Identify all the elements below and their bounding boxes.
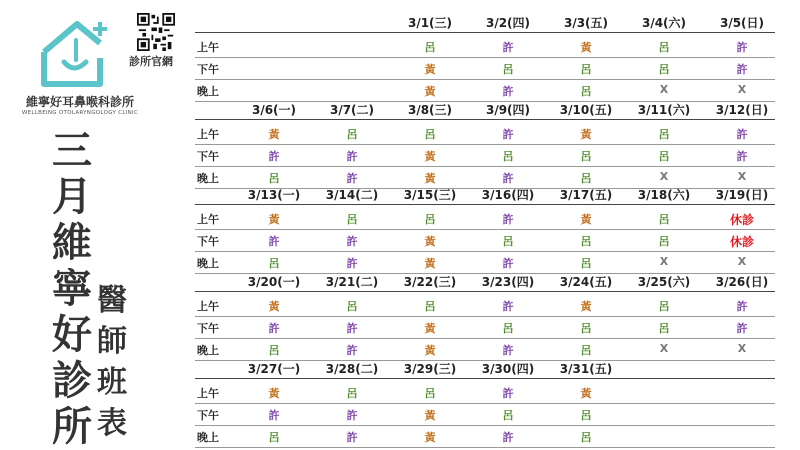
doctor-cell: X: [659, 83, 669, 96]
doctor-cell: 黃: [580, 41, 592, 54]
doctor-cell: 呂: [658, 235, 670, 248]
title-char: 三: [52, 128, 92, 174]
doctor-cell: 許: [268, 409, 280, 422]
schedule-row: [195, 35, 775, 58]
date-header: 3/11(六): [637, 103, 691, 117]
doctor-cell: 許: [346, 150, 358, 163]
doctor-cell: 呂: [502, 63, 514, 76]
slot-label: 下午: [197, 235, 219, 248]
doctor-cell: 黃: [424, 150, 436, 163]
doctor-cell: 呂: [502, 150, 514, 163]
doctor-cell: 呂: [424, 213, 436, 226]
doctor-cell: X: [659, 255, 669, 268]
schedule-row: [195, 403, 775, 426]
doctor-cell: 呂: [658, 63, 670, 76]
doctor-cell: X: [737, 255, 747, 268]
doctor-cell: 呂: [346, 128, 358, 141]
schedule-row: [195, 122, 775, 145]
date-header: 3/18(六): [637, 188, 691, 202]
doctor-cell: 呂: [424, 41, 436, 54]
date-header-row: [195, 358, 775, 379]
doctor-cell: 呂: [658, 300, 670, 313]
slot-label: 下午: [197, 409, 219, 422]
clinic-name: 維寧好耳鼻喉科診所: [25, 95, 134, 109]
date-header: 3/2(四): [485, 16, 531, 30]
doctor-cell: 許: [268, 150, 280, 163]
date-header: 3/17(五): [559, 188, 613, 202]
date-header: 3/9(四): [485, 103, 531, 117]
date-header-row: [195, 271, 775, 292]
doctor-cell: 呂: [268, 431, 280, 444]
schedule-row: [195, 207, 775, 230]
doctor-cell: 黃: [268, 213, 280, 226]
doctor-cell: 黃: [580, 387, 592, 400]
date-header: 3/22(三): [403, 275, 457, 289]
date-header: 3/27(一): [247, 362, 301, 376]
schedule-row: [195, 316, 775, 339]
date-header: 3/16(四): [481, 188, 535, 202]
doctor-cell: 許: [346, 409, 358, 422]
schedule-row: [195, 57, 775, 80]
qr-code-icon[interactable]: [137, 13, 175, 51]
doctor-cell: 許: [346, 257, 358, 270]
slot-label: 下午: [197, 150, 219, 163]
doctor-cell: 黃: [580, 300, 592, 313]
doctor-cell: 呂: [580, 63, 592, 76]
date-header: 3/24(五): [559, 275, 613, 289]
doctor-cell: 許: [268, 235, 280, 248]
schedule-row: [195, 229, 775, 252]
date-header: 3/8(三): [407, 103, 453, 117]
date-header: 3/31(五): [559, 362, 613, 376]
date-header: 3/3(五): [563, 16, 609, 30]
slot-label: 下午: [197, 322, 219, 335]
doctor-cell: 許: [346, 235, 358, 248]
doctor-cell: 呂: [580, 409, 592, 422]
doctor-cell: 呂: [658, 41, 670, 54]
doctor-cell: 呂: [658, 128, 670, 141]
doctor-cell: 黃: [424, 85, 436, 98]
clinic-logo-icon: [38, 18, 116, 88]
clinic-name-en: WELLBEING OTOLARYNGOLOGY CLINIC: [21, 110, 139, 116]
qr-caption: 診所官網: [129, 55, 173, 68]
doctor-cell: 呂: [268, 257, 280, 270]
doctor-cell: 黃: [424, 172, 436, 185]
date-header: 3/25(六): [637, 275, 691, 289]
doctor-cell: 呂: [268, 344, 280, 357]
doctor-cell: 許: [268, 322, 280, 335]
date-header: 3/4(六): [641, 16, 687, 30]
doctor-cell: X: [737, 83, 747, 96]
doctor-cell: 許: [736, 150, 748, 163]
title-char: 月: [52, 174, 92, 220]
doctor-cell: 黃: [424, 235, 436, 248]
doctor-cell: 許: [502, 213, 514, 226]
doctor-cell: 許: [502, 431, 514, 444]
doctor-cell: 黃: [580, 213, 592, 226]
doctor-cell: 呂: [580, 257, 592, 270]
doctor-cell: 休診: [729, 213, 754, 227]
date-header: 3/29(三): [403, 362, 457, 376]
title-char: 好: [52, 312, 92, 358]
doctor-cell: 許: [502, 300, 514, 313]
doctor-cell: 呂: [346, 387, 358, 400]
slot-label: 晚上: [197, 257, 219, 270]
doctor-cell: X: [659, 342, 669, 355]
date-header: 3/23(四): [481, 275, 535, 289]
doctor-cell: 呂: [658, 150, 670, 163]
doctor-cell: 許: [346, 431, 358, 444]
slot-label: 下午: [197, 63, 219, 76]
doctor-cell: 呂: [580, 172, 592, 185]
date-header: 3/12(日): [715, 103, 769, 117]
doctor-cell: 呂: [424, 387, 436, 400]
doctor-cell: 黃: [424, 344, 436, 357]
doctor-cell: 呂: [346, 300, 358, 313]
date-header: 3/6(一): [251, 103, 297, 117]
doctor-cell: 許: [736, 41, 748, 54]
doctor-cell: 黃: [424, 63, 436, 76]
slot-label: 晚上: [197, 344, 219, 357]
doctor-cell: 黃: [424, 257, 436, 270]
date-header-row: [195, 184, 775, 205]
date-header: 3/14(二): [325, 188, 379, 202]
schedule-row: [195, 381, 775, 404]
doctor-cell: 呂: [580, 150, 592, 163]
doctor-cell: 呂: [268, 172, 280, 185]
slot-label: 上午: [197, 300, 219, 313]
doctor-cell: 呂: [502, 322, 514, 335]
doctor-cell: 呂: [502, 409, 514, 422]
doctor-cell: 許: [502, 257, 514, 270]
doctor-cell: 呂: [580, 431, 592, 444]
subtitle-char: 師: [97, 324, 127, 359]
doctor-cell: 許: [502, 128, 514, 141]
date-header: 3/5(日): [719, 16, 765, 30]
doctor-cell: 許: [736, 128, 748, 141]
slot-label: 晚上: [197, 85, 219, 98]
doctor-cell: 呂: [580, 85, 592, 98]
date-header: 3/19(日): [715, 188, 769, 202]
doctor-cell: 呂: [424, 128, 436, 141]
doctor-cell: 黃: [424, 409, 436, 422]
doctor-cell: 休診: [729, 235, 754, 249]
doctor-cell: 黃: [268, 387, 280, 400]
title-char: 診: [52, 358, 92, 404]
doctor-cell: 黃: [424, 431, 436, 444]
title-char: 寧: [52, 266, 92, 312]
date-header: 3/13(一): [247, 188, 301, 202]
doctor-cell: 許: [736, 63, 748, 76]
date-header-row: [195, 12, 775, 33]
doctor-cell: 許: [502, 41, 514, 54]
doctor-cell: 呂: [580, 322, 592, 335]
doctor-cell: 呂: [502, 235, 514, 248]
doctor-cell: 黃: [580, 128, 592, 141]
slot-label: 上午: [197, 128, 219, 141]
doctor-cell: X: [659, 170, 669, 183]
doctor-cell: 許: [736, 322, 748, 335]
date-header: 3/20(一): [247, 275, 301, 289]
doctor-cell: 許: [346, 172, 358, 185]
title-char: 所: [52, 404, 92, 450]
doctor-cell: X: [737, 342, 747, 355]
date-header: 3/1(三): [407, 16, 453, 30]
subtitle-char: 醫: [97, 283, 127, 318]
doctor-cell: 呂: [658, 322, 670, 335]
date-header: 3/21(二): [325, 275, 379, 289]
doctor-cell: 呂: [580, 235, 592, 248]
doctor-cell: X: [737, 170, 747, 183]
doctor-cell: 呂: [346, 213, 358, 226]
title-char: 維: [52, 220, 92, 266]
doctor-cell: 黃: [268, 300, 280, 313]
doctor-cell: 許: [502, 85, 514, 98]
date-header: 3/7(二): [329, 103, 375, 117]
date-header: 3/10(五): [559, 103, 613, 117]
doctor-cell: 許: [502, 387, 514, 400]
page-title: [50, 128, 94, 450]
date-header: 3/30(四): [481, 362, 535, 376]
doctor-cell: 黃: [424, 322, 436, 335]
date-header-row: [195, 99, 775, 120]
page-subtitle: [92, 280, 132, 444]
schedule-row: [195, 144, 775, 167]
slot-label: 晚上: [197, 172, 219, 185]
doctor-cell: 許: [502, 172, 514, 185]
doctor-cell: 許: [502, 344, 514, 357]
doctor-cell: 許: [346, 344, 358, 357]
subtitle-char: 班: [97, 365, 127, 400]
doctor-cell: 呂: [658, 213, 670, 226]
slot-label: 上午: [197, 41, 219, 54]
schedule-row: [195, 425, 775, 448]
slot-label: 上午: [197, 387, 219, 400]
doctor-cell: 許: [346, 322, 358, 335]
date-header: 3/28(二): [325, 362, 379, 376]
doctor-cell: 許: [736, 300, 748, 313]
slot-label: 晚上: [197, 431, 219, 444]
doctor-cell: 呂: [580, 344, 592, 357]
date-header: 3/15(三): [403, 188, 457, 202]
doctor-cell: 呂: [424, 300, 436, 313]
schedule-row: [195, 294, 775, 317]
subtitle-char: 表: [97, 406, 127, 441]
doctor-cell: 黃: [268, 128, 280, 141]
date-header: 3/26(日): [715, 275, 769, 289]
slot-label: 上午: [197, 213, 219, 226]
